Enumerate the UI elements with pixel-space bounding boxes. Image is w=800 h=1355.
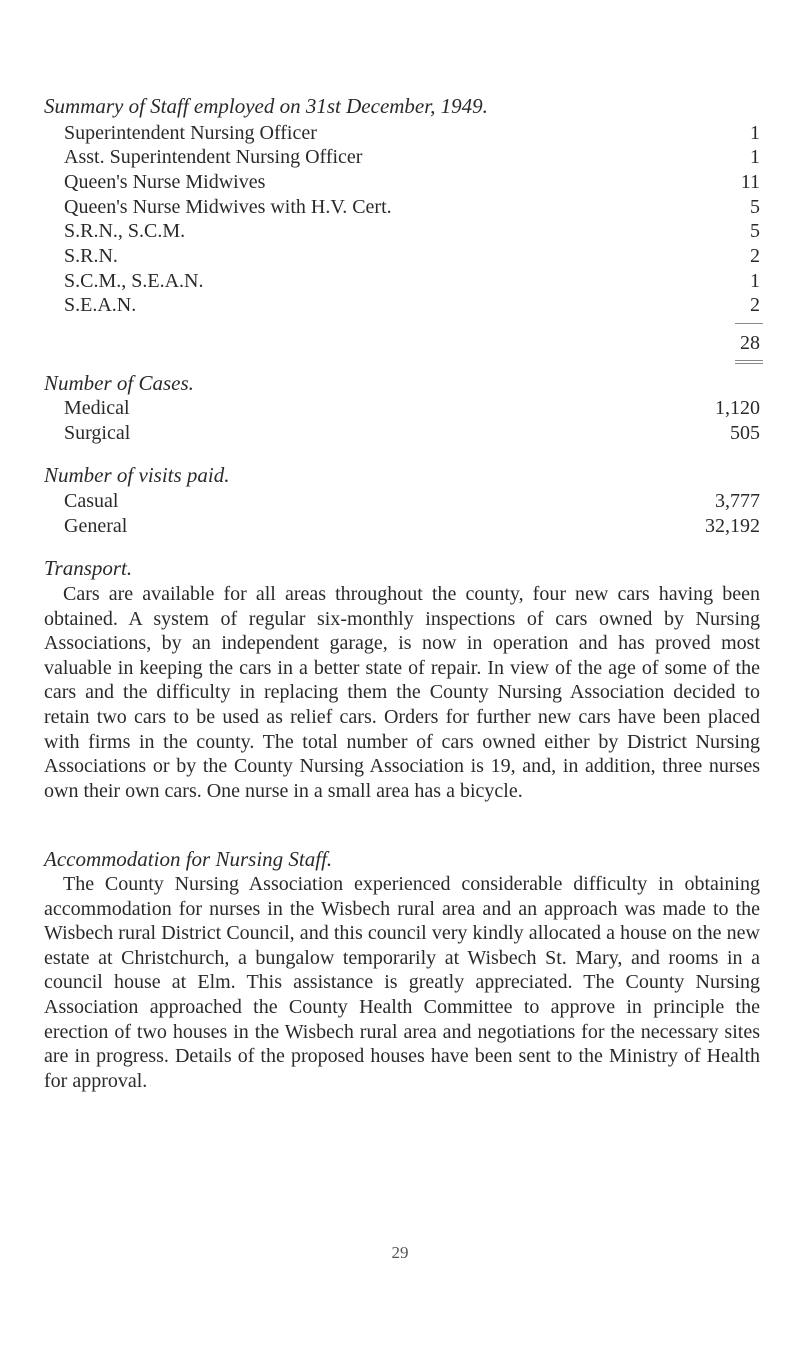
visits-row-value: 32,192 [705, 515, 760, 537]
cases-heading: Number of Cases. [44, 371, 194, 395]
visits-heading: Number of visits paid. [44, 463, 230, 487]
staff-row-value: 2 [750, 245, 760, 267]
total-rule [735, 323, 763, 324]
visits-row-label: General [64, 515, 128, 537]
transport-paragraph: Cars are available for all areas throughout the county, four new cars having been obtained. A system of regular six-monthly inspections of cars owned by Nursing Associations, by an independent garage, is now in operation and has proved most valuable in keeping the cars in a better state of repair. In view of the age of some of the cars and the difficulty in replacing them the County Nursing Association decided to retain two cars to be used as relief cars. Orders for further new cars have been placed with firms in the county. The total number of cars owned either by District Nursing Associations or by the County Nursing Association is 19, and, in addition, three nurses own their own cars. One nurse in a small area has a bicycle. [44, 583, 760, 802]
transport-heading: Transport. [44, 556, 133, 580]
staff-row-value: 1 [750, 270, 760, 292]
staff-row-label: Superintendent Nursing Officer [64, 122, 317, 144]
cases-row-label: Medical [64, 397, 130, 419]
staff-row-value: 5 [750, 196, 760, 218]
staff-row-value: 1 [750, 146, 760, 168]
staff-row-label: Queen's Nurse Midwives with H.V. Cert. [64, 196, 392, 218]
staff-row-label: Asst. Superintendent Nursing Officer [64, 146, 363, 168]
staff-row-label: S.E.A.N. [64, 294, 137, 316]
staff-row-value: 11 [740, 171, 760, 193]
total-double-rule [735, 360, 763, 361]
total-double-rule [735, 363, 763, 364]
cases-row-label: Surgical [64, 422, 131, 444]
staff-row-value: 1 [750, 122, 760, 144]
page-number: 29 [391, 1243, 409, 1262]
staff-row-value: 2 [750, 294, 760, 316]
accommodation-paragraph: The County Nursing Association experienced considerable difficulty in obtaining accommodation for nurses in the Wisbech rural area and an approach was made to the Wisbech rural District Council, and this council very kindly allocated a house on the new estate at Christchurch, a bungalow temporarily at Wisbech St. Mary, and rooms in a council house at Elm. This assistance is greatly appreciated. The County Nursing Association approached the County Health Committee to approve in principle the erection of two houses in the Wisbech rural area and negotiations for the necessary sites are in progress. Details of the proposed houses have been sent to the Ministry of Health for approval. [44, 873, 760, 1092]
staff-row-label: S.C.M., S.E.A.N. [64, 270, 204, 292]
visits-row-value: 3,777 [715, 490, 760, 512]
staff-summary-heading: Summary of Staff employed on 31st December, 1949. [44, 94, 488, 118]
cases-row-value: 505 [730, 422, 760, 444]
staff-row-label: S.R.N., S.C.M. [64, 220, 186, 242]
visits-row-label: Casual [64, 490, 119, 512]
accommodation-heading: Accommodation for Nursing Staff. [44, 847, 333, 871]
staff-total: 28 [740, 332, 760, 354]
staff-row-value: 5 [750, 220, 760, 242]
staff-row-label: Queen's Nurse Midwives [64, 171, 266, 193]
cases-row-value: 1,120 [715, 397, 760, 419]
staff-row-label: S.R.N. [64, 245, 118, 267]
